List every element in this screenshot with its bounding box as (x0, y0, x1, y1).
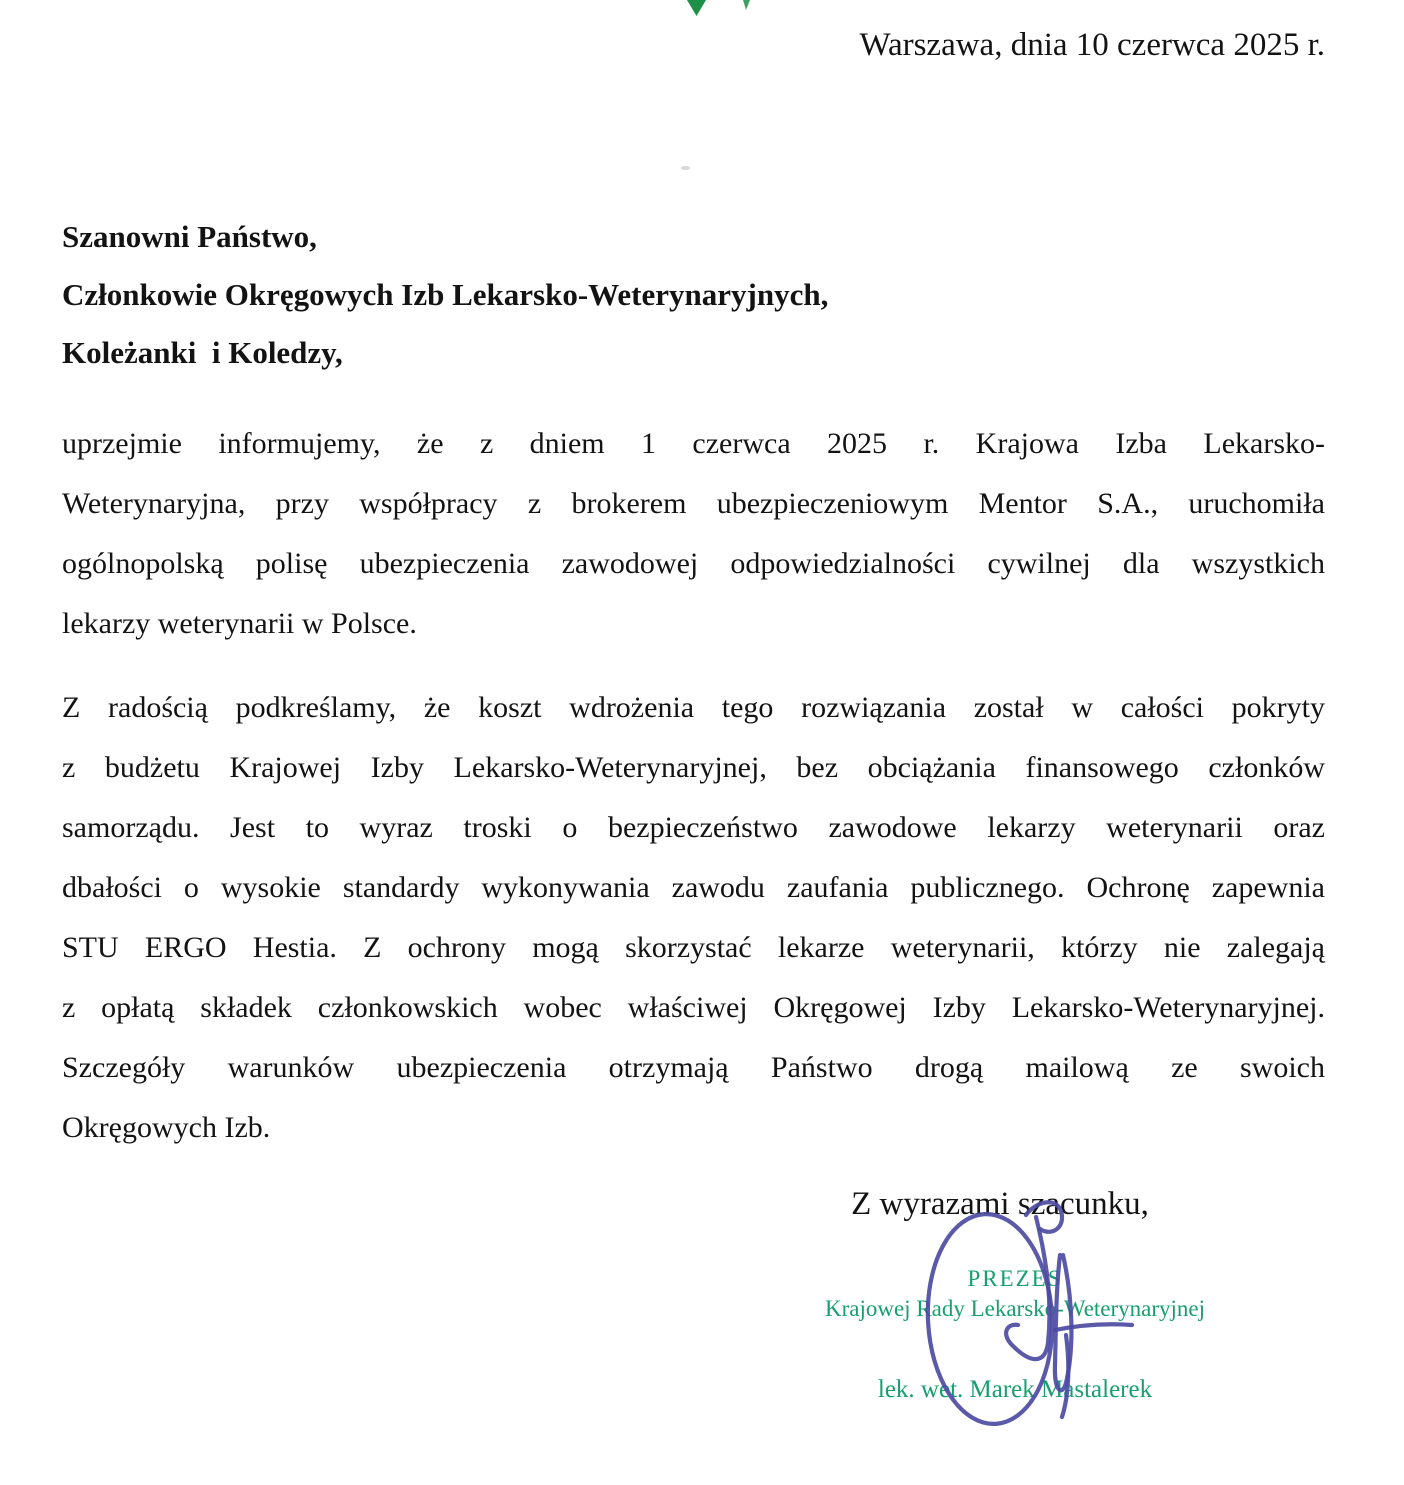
text-line: samorządu. Jest to wyraz troski o bezpieczeństwo zawodowe lekarzy weterynarii oraz (62, 811, 1325, 844)
stamp-title: PREZES (967, 1266, 1063, 1291)
stamp-organization: Krajowej Rady Lekarsko-Weterynaryjnej (824, 1296, 1206, 1321)
text-line: ogólnopolską polisę ubezpieczenia zawodowej odpowiedzialności cywilnej dla wszystkich (62, 547, 1325, 580)
paragraph-1 (62, 414, 1325, 654)
text-line: Koleżanki i Koledzy, (62, 335, 343, 370)
veterinary-logo-fragment-icon (680, 0, 770, 20)
text-line: Weterynaryjna, przy współpracy z brokerem ubezpieczeniowym Mentor S.A., uruchomiła (62, 487, 1325, 520)
text-line: z budżetu Krajowej Izby Lekarsko-Weterynaryjnej, bez obciążania finansowego członków (62, 751, 1325, 784)
text-line: z opłatą składek członkowskich wobec właściwej Okręgowej Izby Lekarsko-Weterynaryjnej. (62, 991, 1325, 1024)
salutation-block (62, 208, 1325, 382)
text-line: Z radością podkreślamy, że koszt wdrożenia tego rozwiązania został w całości pokryty (62, 691, 1325, 724)
text-line: Członkowie Okręgowych Izb Lekarsko-Weterynaryjnych, (62, 277, 829, 312)
text-line: lekarzy weterynarii w Polsce. (62, 607, 417, 640)
text-line: STU ERGO Hestia. Z ochrony mogą skorzystać lekarze weterynarii, którzy nie zalegają (62, 931, 1325, 964)
closing-line: Z wyrazami szacunku, (851, 1186, 1149, 1222)
text-line: Okręgowych Izb. (62, 1111, 271, 1144)
text-line: uprzejmie informujemy, że z dniem 1 czerwca 2025 r. Krajowa Izba Lekarsko- (62, 427, 1325, 460)
text-line: dbałości o wysokie standardy wykonywania zawodu zaufania publicznego. Ochronę zapewnia (62, 871, 1325, 904)
signature-stamp-block (780, 1264, 1250, 1324)
paragraph-2 (62, 678, 1325, 1158)
text-line: Szanowni Państwo, (62, 219, 317, 254)
scan-artifact-dot (681, 166, 690, 170)
date-line: Warszawa, dnia 10 czerwca 2025 r. (859, 27, 1325, 63)
text-line: Szczegóły warunków ubezpieczenia otrzymają Państwo drogą mailową ze swoich (62, 1051, 1325, 1084)
signatory-name: lek. wet. Marek Mastalerek (877, 1376, 1153, 1403)
